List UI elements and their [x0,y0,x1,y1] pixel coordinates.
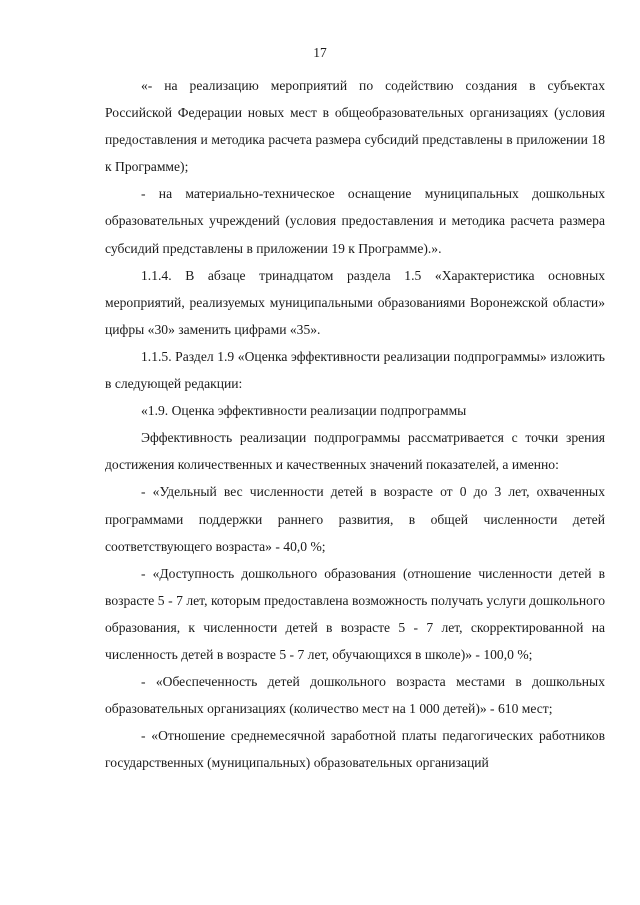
page-number: 17 [313,45,327,60]
indicator-early-development: - «Удельный вес численности детей в возрасте от 0 до 3 лет, охваченных программами поддержки раннего развития, в общей численности детей соответствующего возраста» - 40,0 %; [105,484,605,554]
paragraph-new-places-subsidy: «- на реализацию мероприятий по содействию создания в субъектах Российской Федерации новых мест в общеобразовательных организациях (условия предоставления и методика расчета размера субсидий представлены в приложении 18 к Программе); [105,78,605,175]
indicator-preschool-accessibility: - «Доступность дошкольного образования (отношение численности детей в возрасте 5 - 7 лет, которым предоставлена возможность получать услуги дошкольного образования, к численности детей в возрасте 5 - 7 лет, скорректированной на численность детей в возрасте 5 - 7 лет, обучающихся в школе)» - 100,0 %; [105,565,605,662]
paragraph-preschool-equipment: - на материально-техническое оснащение муниципальных дошкольных образовательных учреждений (условия предоставления и методика расчета размера субсидий представлены в приложении 19 к Программе).». [105,186,605,256]
paragraph-effectiveness-intro: Эффективность реализации подпрограммы рассматривается с точки зрения достижения количественных и качественных значений показателей, а именно: [105,430,605,473]
paragraph-item-1-1-4: 1.1.4. В абзаце тринадцатом раздела 1.5 «Характеристика основных мероприятий, реализуемых муниципальными образованиями Воронежской области» цифры «30» заменить цифрами «35». [105,267,605,337]
indicator-teacher-salary: - «Отношение среднемесячной заработной платы педагогических работников государственных (муниципальных) образовательных организаций [105,728,605,771]
indicator-preschool-places: - «Обеспеченность детей дошкольного возраста местами в дошкольных образовательных организациях (количество мест на 1 000 детей)» - 610 мест; [105,674,605,717]
section-heading-1-9: «1.9. Оценка эффективности реализации подпрограммы [141,403,467,419]
document-body [105,72,605,776]
paragraph-item-1-1-5: 1.1.5. Раздел 1.9 «Оценка эффективности реализации подпрограммы» изложить в следующей редакции: [105,348,605,392]
